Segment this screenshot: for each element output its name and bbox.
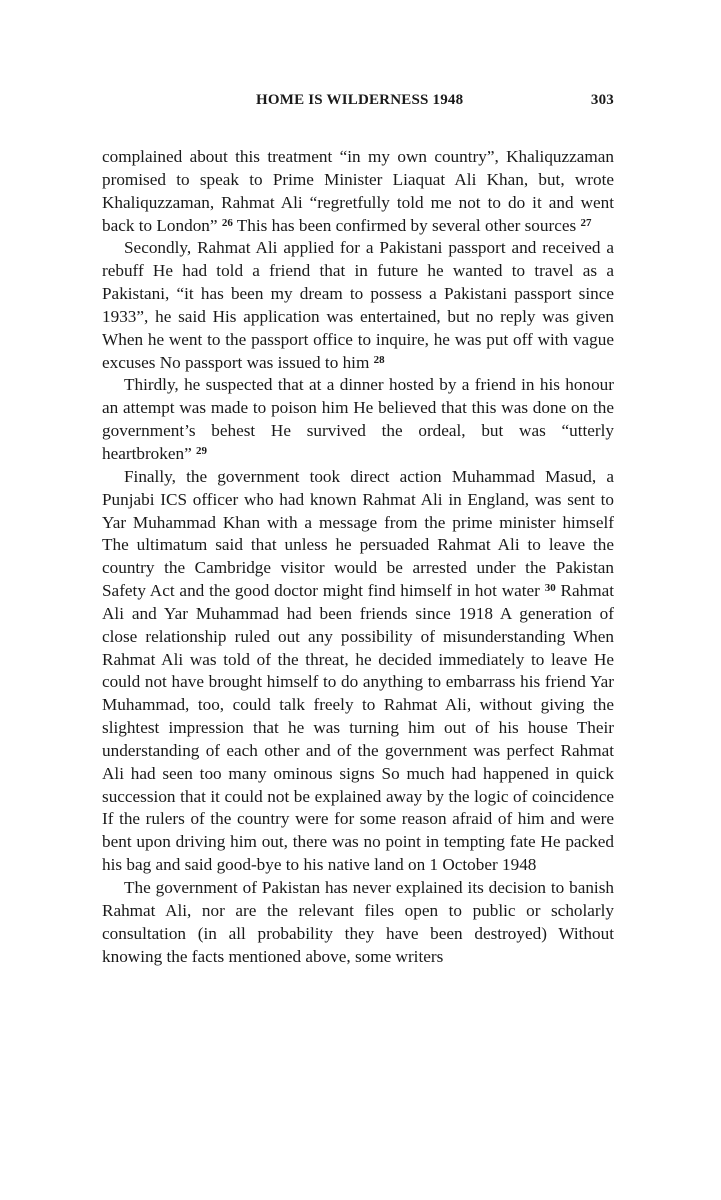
paragraph: The government of Pakistan has never explained its decision to banish Rahmat Ali, nor are the relevant files open to public or scholarly consultation (in all probability they have been destroyed) Without knowing the facts mentioned above, some writers xyxy=(102,878,614,966)
paragraph: Thirdly, he suspected that at a dinner hosted by a friend in his honour an attempt was made to poison him He believed that this was done on the government’s behest He survived the ordeal, but was “utterly heartbroken” $^{29}$ xyxy=(102,375,614,463)
paragraph: complained about this treatment “in my own country”, Khaliquzzaman promised to speak to Prime Minister Liaquat Ali Khan, but, wrote Khaliquzzaman, Rahmat Ali “regretfully told me not to do it and went back to London” $^{26}$ This has been confirmed by several other sources $^{27}$ xyxy=(102,147,614,235)
paragraph: Secondly, Rahmat Ali applied for a Pakistani passport and received a rebuff He had told a friend that in future he wanted to travel as a Pakistani, “it has been my dream to possess a Pakistani passport since 1933”, he said His application was entertained, but no reply was given When he went to the passport office to inquire, he was put off with vague excuses No passport was issued to him $^{28}$ xyxy=(102,238,614,372)
paragraph: Finally, the government took direct action Muhammad Masud, a Punjabi ICS officer who had known Rahmat Ali in England, was sent to Yar Muhammad Khan with a message from the prime minister himself The ultimatum said that unless he persuaded Rahmat Ali to leave the country the Cambridge visitor would be arrested under the Pakistan Safety Act and the good doctor might find himself in hot water $^{30}$ Rahmat Ali and Yar Muhammad had been friends since 1918 A generation of close relationship ruled out any possibility of misunderstanding When Rahmat Ali was told of the threat, he decided immediately to leave He could not have brought himself to do anything to embarrass his friend Yar Muhammad, too, could talk freely to Rahmat Ali, without giving the slightest impression that he was turning him out of his house Their understanding of each other and of the government was perfect Rahmat Ali had seen too many ominous signs So much had happened in quick succession that it could not be explained away by the logic of coincidence If the rulers of the country were for some reason afraid of him and were bent upon driving him out, there was no point in tempting fate He packed his bag and said good-bye to his native land on 1 October 1948 xyxy=(102,466,614,875)
page-number: 303 xyxy=(590,92,614,108)
footnote-marker: 27 xyxy=(580,216,592,229)
running-title: HOME IS WILDERNESS 1948 xyxy=(256,92,464,108)
footnote-marker: 29 xyxy=(196,444,208,457)
footnote-marker: 28 xyxy=(373,353,385,366)
body-text xyxy=(102,146,614,968)
footnote-marker: 26 xyxy=(221,216,233,229)
footnote-marker: 30 xyxy=(544,582,556,595)
